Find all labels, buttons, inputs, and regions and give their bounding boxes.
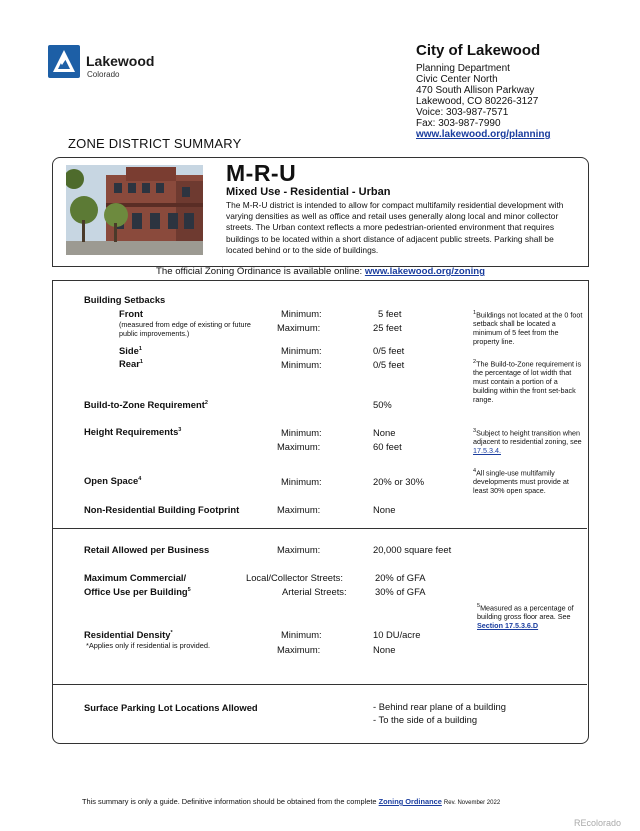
setbacks-title: Building Setbacks [84,294,166,305]
zone-name: Mixed Use - Residential - Urban [226,186,391,198]
zone-code: M-R-U [226,160,297,186]
rear-min-label: Minimum: [281,359,322,370]
building-line: Civic Center North [416,74,498,85]
side-min-value: 0/5 feet [373,345,405,356]
retail-label: Retail Allowed per Business [84,544,210,555]
section-17536d-link[interactable]: Section 17.5.3.6.D [477,620,539,630]
parking-option-2: - To the side of a building [373,714,478,725]
front-label: Front [119,308,143,319]
density-min-value: 10 DU/acre [373,629,421,640]
building-photo-image [66,165,203,255]
footnote-2: $^2$The Build-to-Zone requirement is the percentage of lot width that must contain a portion of a building within the front set-back range. [473,359,582,404]
footnote-3: $^3$Subject to height transition when adjacent to residential zoning, see 17.5.3.4. [473,428,582,455]
footprint-max-label: Maximum: [277,504,321,515]
front-note: (measured from edge of existing or future public improvements.) [119,320,251,338]
open-space-label: Open Space$^4$ [84,475,142,486]
front-max-label: Maximum: [277,322,321,333]
lakewood-logo-mark-icon [48,45,80,78]
section-17534-link[interactable]: 17.5.3.4. [473,445,501,455]
rear-min-value: 0/5 feet [373,359,405,370]
zone-description: The M-R-U district is intended to allow for compact multifamily residential development with varying densities as well as office and retail uses generally along local and minor collector streets. The Urban context reflects a more pedestrian-oriented environment that requires buildings to be located within a short distance of adjacent public streets. Parking shall be located behind or to the side of buildings. [226,200,564,255]
fax-line: Fax: 303-987-7990 [416,118,501,129]
citystate-line: Lakewood, CO 80226-3127 [416,96,539,107]
height-min-label: Minimum: [281,427,322,438]
local-streets-value: 20% of GFA [375,572,426,583]
parking-option-1: - Behind rear plane of a building [373,701,506,712]
rear-label: Rear$^1$ [119,358,143,369]
city-title: City of Lakewood [416,42,541,59]
front-min-label: Minimum: [281,308,322,319]
front-max-value: 25 feet [373,322,402,333]
side-label: Side$^1$ [119,345,142,356]
zone-district-summary-label: ZONE DISTRICT SUMMARY [68,136,242,151]
density-min-label: Minimum: [281,629,322,640]
footer-ordinance-link[interactable]: Zoning Ordinance [378,797,442,806]
parking-label: Surface Parking Lot Locations Allowed [84,702,258,713]
footnote-4: $^4$All single-use multifamily developments must provide at least 30% open space. [473,468,569,495]
street-line: 470 South Allison Parkway [416,85,535,96]
logo-subtitle: Colorado [87,70,120,79]
local-streets-label: Local/Collector Streets: [246,572,343,583]
btz-value: 50% [373,399,392,410]
retail-value: 20,000 square feet [373,544,452,555]
commercial-label-line2: Office Use per Building$^5$ [84,586,191,597]
footprint-value: None [373,504,396,515]
footer [82,797,500,806]
section-divider [53,684,587,685]
planning-website-link[interactable]: www.lakewood.org/planning [416,129,551,140]
logo-name: Lakewood [86,53,155,69]
ordinance-text: The official Zoning Ordinance is available online: [156,266,363,277]
density-max-label: Maximum: [277,644,321,655]
commercial-label-line1: Maximum Commercial/ [84,572,187,583]
front-min-value: 5 feet [378,308,402,319]
density-label: Residential Density* [84,629,173,640]
arterial-streets-label: Arterial Streets: [282,586,347,597]
retail-max-label: Maximum: [277,544,321,555]
footnote-1: $^1$Buildings not located at the 0 foot setback shall be located a minimum of 5 feet from the property line. [473,310,583,346]
footer-text: This summary is only a guide. Definitive information should be obtained from the complete [82,797,377,806]
ordinance-line [52,266,589,277]
dept-line: Planning Department [416,63,510,74]
height-min-value: None [373,427,396,438]
footnote-5: $^5$Measured as a percentage of building gross floor area. See Section 17.5.3.6.D [477,603,574,630]
footprint-label: Non-Residential Building Footprint [84,504,240,515]
side-min-label: Minimum: [281,345,322,356]
building-photo [66,165,203,255]
open-space-min-label: Minimum: [281,476,322,487]
recolorado-watermark: REcolorado [574,818,622,828]
footer-revision: Rev. November 2022 [443,800,501,806]
zoning-ordinance-link[interactable]: www.lakewood.org/zoning [364,266,485,277]
btz-label: Build-to-Zone Requirement$^2$ [84,399,208,410]
height-max-value: 60 feet [373,441,402,452]
section-divider [53,528,587,529]
voice-line: Voice: 303-987-7571 [416,107,509,118]
density-max-value: None [373,644,396,655]
height-label: Height Requirements$^3$ [84,426,182,437]
density-note: *Applies only if residential is provided. [86,641,211,650]
lakewood-logo [48,45,80,78]
arterial-streets-value: 30% of GFA [375,586,426,597]
open-space-value: 20% or 30% [373,476,425,487]
height-max-label: Maximum: [277,441,321,452]
